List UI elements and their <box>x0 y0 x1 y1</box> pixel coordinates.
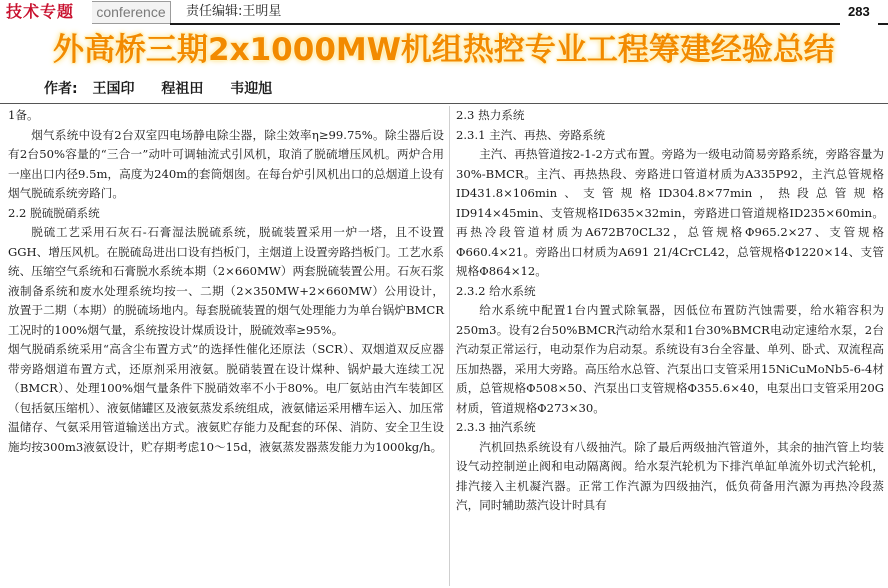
left-column <box>8 106 444 457</box>
conference-label: conference <box>92 1 171 24</box>
section-heading-2-3-3: 2.3.3 抽汽系统 <box>456 420 536 434</box>
editor-credit: 责任编辑:王明星 <box>186 4 282 19</box>
paragraph: 脱硫工艺采用石灰石-石膏湿法脱硫系统，脱硫装置采用一炉一塔，且不设置GGH、增压风机。在脱硫岛进出口设有挡板门，主烟道上设置旁路挡板门。工艺水系统、压缩空气系统和石膏脱水系统本期（2×660MW）两套脱硫装置公用。石灰石浆液制备系统和废水处理系统均按一、二期（2×350MW+2×660MW）公用设计，放置于二期（本期）的脱硫场地内。每套脱硫装置的烟气处理能力为单台锅炉BMCR工况时的100%烟气量，系统按设计煤质设计，脱硫效率≥95%。 <box>8 225 444 337</box>
page-number: 283 <box>848 4 870 19</box>
section-heading-2-3-2: 2.3.2 给水系统 <box>456 283 536 298</box>
paragraph: 给水系统中配置1台内置式除氧器，因低位布置防汽蚀需要，给水箱容积为250m3。设有2台50%BMCR汽动给水泵和1台30%BMCR电动定速给水泵，2台汽动泵正常运行，电动泵作为启动泵。系统设有3台全容量、单列、卧式、双流程高压加热器，采用大旁路。高压给水总管、汽泵出口支管采用15NiCuMoNb5-6-4材质，总管规格Φ508×50、汽泵出口支管规格Φ355.6×40，电泵出口支管采用20G材质，管道规格Φ273×30。 <box>456 303 884 415</box>
section-heading-2-3: 2.3 热力系统 <box>456 108 525 122</box>
column-separator <box>449 106 450 586</box>
author-name: 程祖田 <box>161 81 204 97</box>
title-divider <box>0 103 888 104</box>
authors-label: 作者: <box>44 81 78 97</box>
article-title: 外高桥三期2x1000MW机组热控专业工程筹建经验总结 <box>53 32 835 68</box>
paragraph: 烟气系统中设有2台双室四电场静电除尘器，除尘效率η≥99.75%。除尘器后设有2台50%容量的“三合一”动叶可调轴流式引风机，取消了脱硫增压风机。两炉合用一座出口内径9.5m，高度为240m的套筒烟囱。在每台炉引风机出口的总烟道上设有烟气脱硫系统旁路门。 <box>8 127 444 200</box>
paragraph: 汽机回热系统设有八级抽汽。除了最后两级抽汽管道外，其余的抽汽管上均装设气动控制逆止阀和电动隔离阀。给水泵汽轮机为下排汽单缸单流外切式汽轮机，排汽接入主机凝汽器。正常工作汽源为四级抽汽，低负荷备用汽源为再热冷段蒸汽，同时辅助蒸汽设计时具有 <box>456 439 884 512</box>
paragraph: 烟气脱硝系统采用“高含尘布置方式”的选择性催化还原法（SCR）、双烟道双反应器带旁路烟道布置方式，还原剂采用液氨。脱硝装置在设计煤种、锅炉最大连续工况（BMCR）、处理100%烟气量条件下脱硝效率不小于80%。电厂氨站由汽车装卸区（包括氨压缩机）、液氨储罐区及液氨蒸发系统组成，液氨储运采用槽车运入、加压常温储存、气氨采用管道输送出方式。液氨贮存能力及配套的环保、消防、安全卫生设施均按300m3液氨设计，贮存期考虑10～15d，液氨蒸发器蒸发能力为1000kg/h。 <box>8 342 444 454</box>
section-tag: 技术专题 <box>6 2 75 21</box>
header-rule <box>170 23 840 25</box>
right-column <box>456 106 884 516</box>
paragraph: 1备。 <box>8 108 39 122</box>
paragraph: 主汽、再热管道按2-1-2方式布置。旁路为一级电动简易旁路系统，旁路容量为30%-BMCR。主汽、再热热段、旁路进口管道材质为A335P92，主汽总管规格ID431.8×106min、支管规格ID304.8×77min，热段总管规格ID914×45min、支管规格ID635×32min，旁路进口管道规格ID235×60min。再热冷段管道材质为A672B70CL32，总管规格Φ965.2×27、支管规格Φ660.4×21。旁路出口材质为A691 21/4CrCL42，总管规格Φ1220×14、支管规格Φ864×12。 <box>456 147 884 278</box>
author-name: 韦迎旭 <box>230 81 273 97</box>
section-heading-2-3-1: 2.3.1 主汽、再热、旁路系统 <box>456 127 606 142</box>
author-line <box>44 79 294 99</box>
author-name: 王国印 <box>92 81 135 97</box>
section-heading-2-2: 2.2 脱硫脱硝系统 <box>8 205 100 220</box>
header-rule-end <box>878 23 888 25</box>
page-header <box>0 0 888 24</box>
